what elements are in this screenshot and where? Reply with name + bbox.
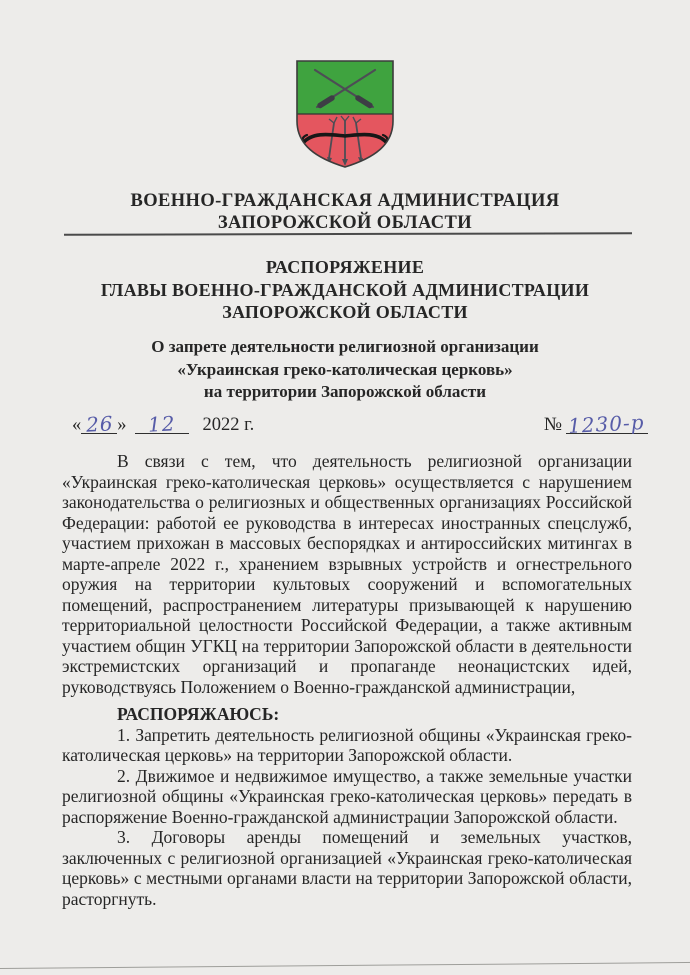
scan-page-edge-line <box>0 962 690 969</box>
document-subject-line2: «Украинская греко-католическая церковь» <box>177 359 513 379</box>
document-subject-line3: на территории Запорожской области <box>203 382 487 401</box>
zaporozhye-oblast-coat-of-arms-icon <box>293 57 397 176</box>
order-item-1: 1. Запретить деятельность религиозной общины «Украинская греко-католическая церковь» на территории Запорожской области. <box>62 724 632 765</box>
month-blank-line <box>135 411 189 437</box>
printed-year: 2022 г. <box>202 415 255 435</box>
handwritten-month: 12 <box>147 411 176 437</box>
close-quote: » <box>117 415 127 435</box>
open-quote: « <box>72 415 82 435</box>
order-item-3: 3. Договоры аренды помещений и земельных участков, заключенных с религиозной организацией «Украинская греко-католическая церковь» с местными органами власти на территории Запорожской области, расторгнуть. <box>62 827 632 909</box>
document-body <box>62 451 632 909</box>
document-title-line3: ЗАПОРОЖСКОЙ ОБЛАСТИ <box>222 302 468 322</box>
document-title <box>0 256 690 324</box>
number-blank-line <box>566 410 648 438</box>
authority-name-line2: ЗАПОРОЖСКОЙ ОБЛАСТИ <box>217 213 473 233</box>
header-divider-line <box>64 232 632 235</box>
document-number-field <box>544 411 648 436</box>
document-subject-line1: О запрете деятельности религиозной организации <box>151 337 539 356</box>
date-field <box>72 411 254 436</box>
issuing-authority-name <box>0 190 690 234</box>
document-subject <box>0 336 690 404</box>
handwritten-number: 1230-р <box>567 410 646 438</box>
number-sign-label: № <box>543 414 562 435</box>
resolve-heading: РАСПОРЯЖАЮСЬ: <box>117 704 280 724</box>
preamble-paragraph: В связи с тем, что деятельность религиозной организации «Украинская греко-католическая церковь» осуществляется с нарушением законодательства о религиозных и общественных организациях Российской Федерации: работой ее руководства в интересах иностранных спецслужб, участием прихожан в массовых беспорядках и антироссийских митингах в марте-апреле 2022 г., хранением взрывных устройств и огнестрельного оружия на территории культовых сооружений и вспомогательных помещений, распространением литературы призывающей к нарушению территориальной целостности Российской Федерации, а также активным участием общин УГКЦ на территории Запорожской области в деятельности экстремистских организаций и пропаганде неонацистских идей, руководствуясь Положением о Военно-гражданской администрации, <box>62 451 632 697</box>
document-title-line1: РАСПОРЯЖЕНИЕ <box>265 257 425 277</box>
order-item-2: 2. Движимое и недвижимое имущество, а также земельные участки религиозной общины «Украинская греко-католическая церковь» передать в распоряжение Военно-гражданской администрации Запорожской области. <box>62 765 632 827</box>
document-title-line2: ГЛАВЫ ВОЕННО-ГРАЖДАНСКОЙ АДМИНИСТРАЦИИ <box>100 279 590 300</box>
day-blank-line <box>81 411 117 437</box>
date-and-number-row <box>72 411 648 436</box>
handwritten-day: 26 <box>84 411 114 437</box>
authority-name-line1: ВОЕННО-ГРАЖДАНСКАЯ АДМИНИСТРАЦИЯ <box>130 191 560 211</box>
